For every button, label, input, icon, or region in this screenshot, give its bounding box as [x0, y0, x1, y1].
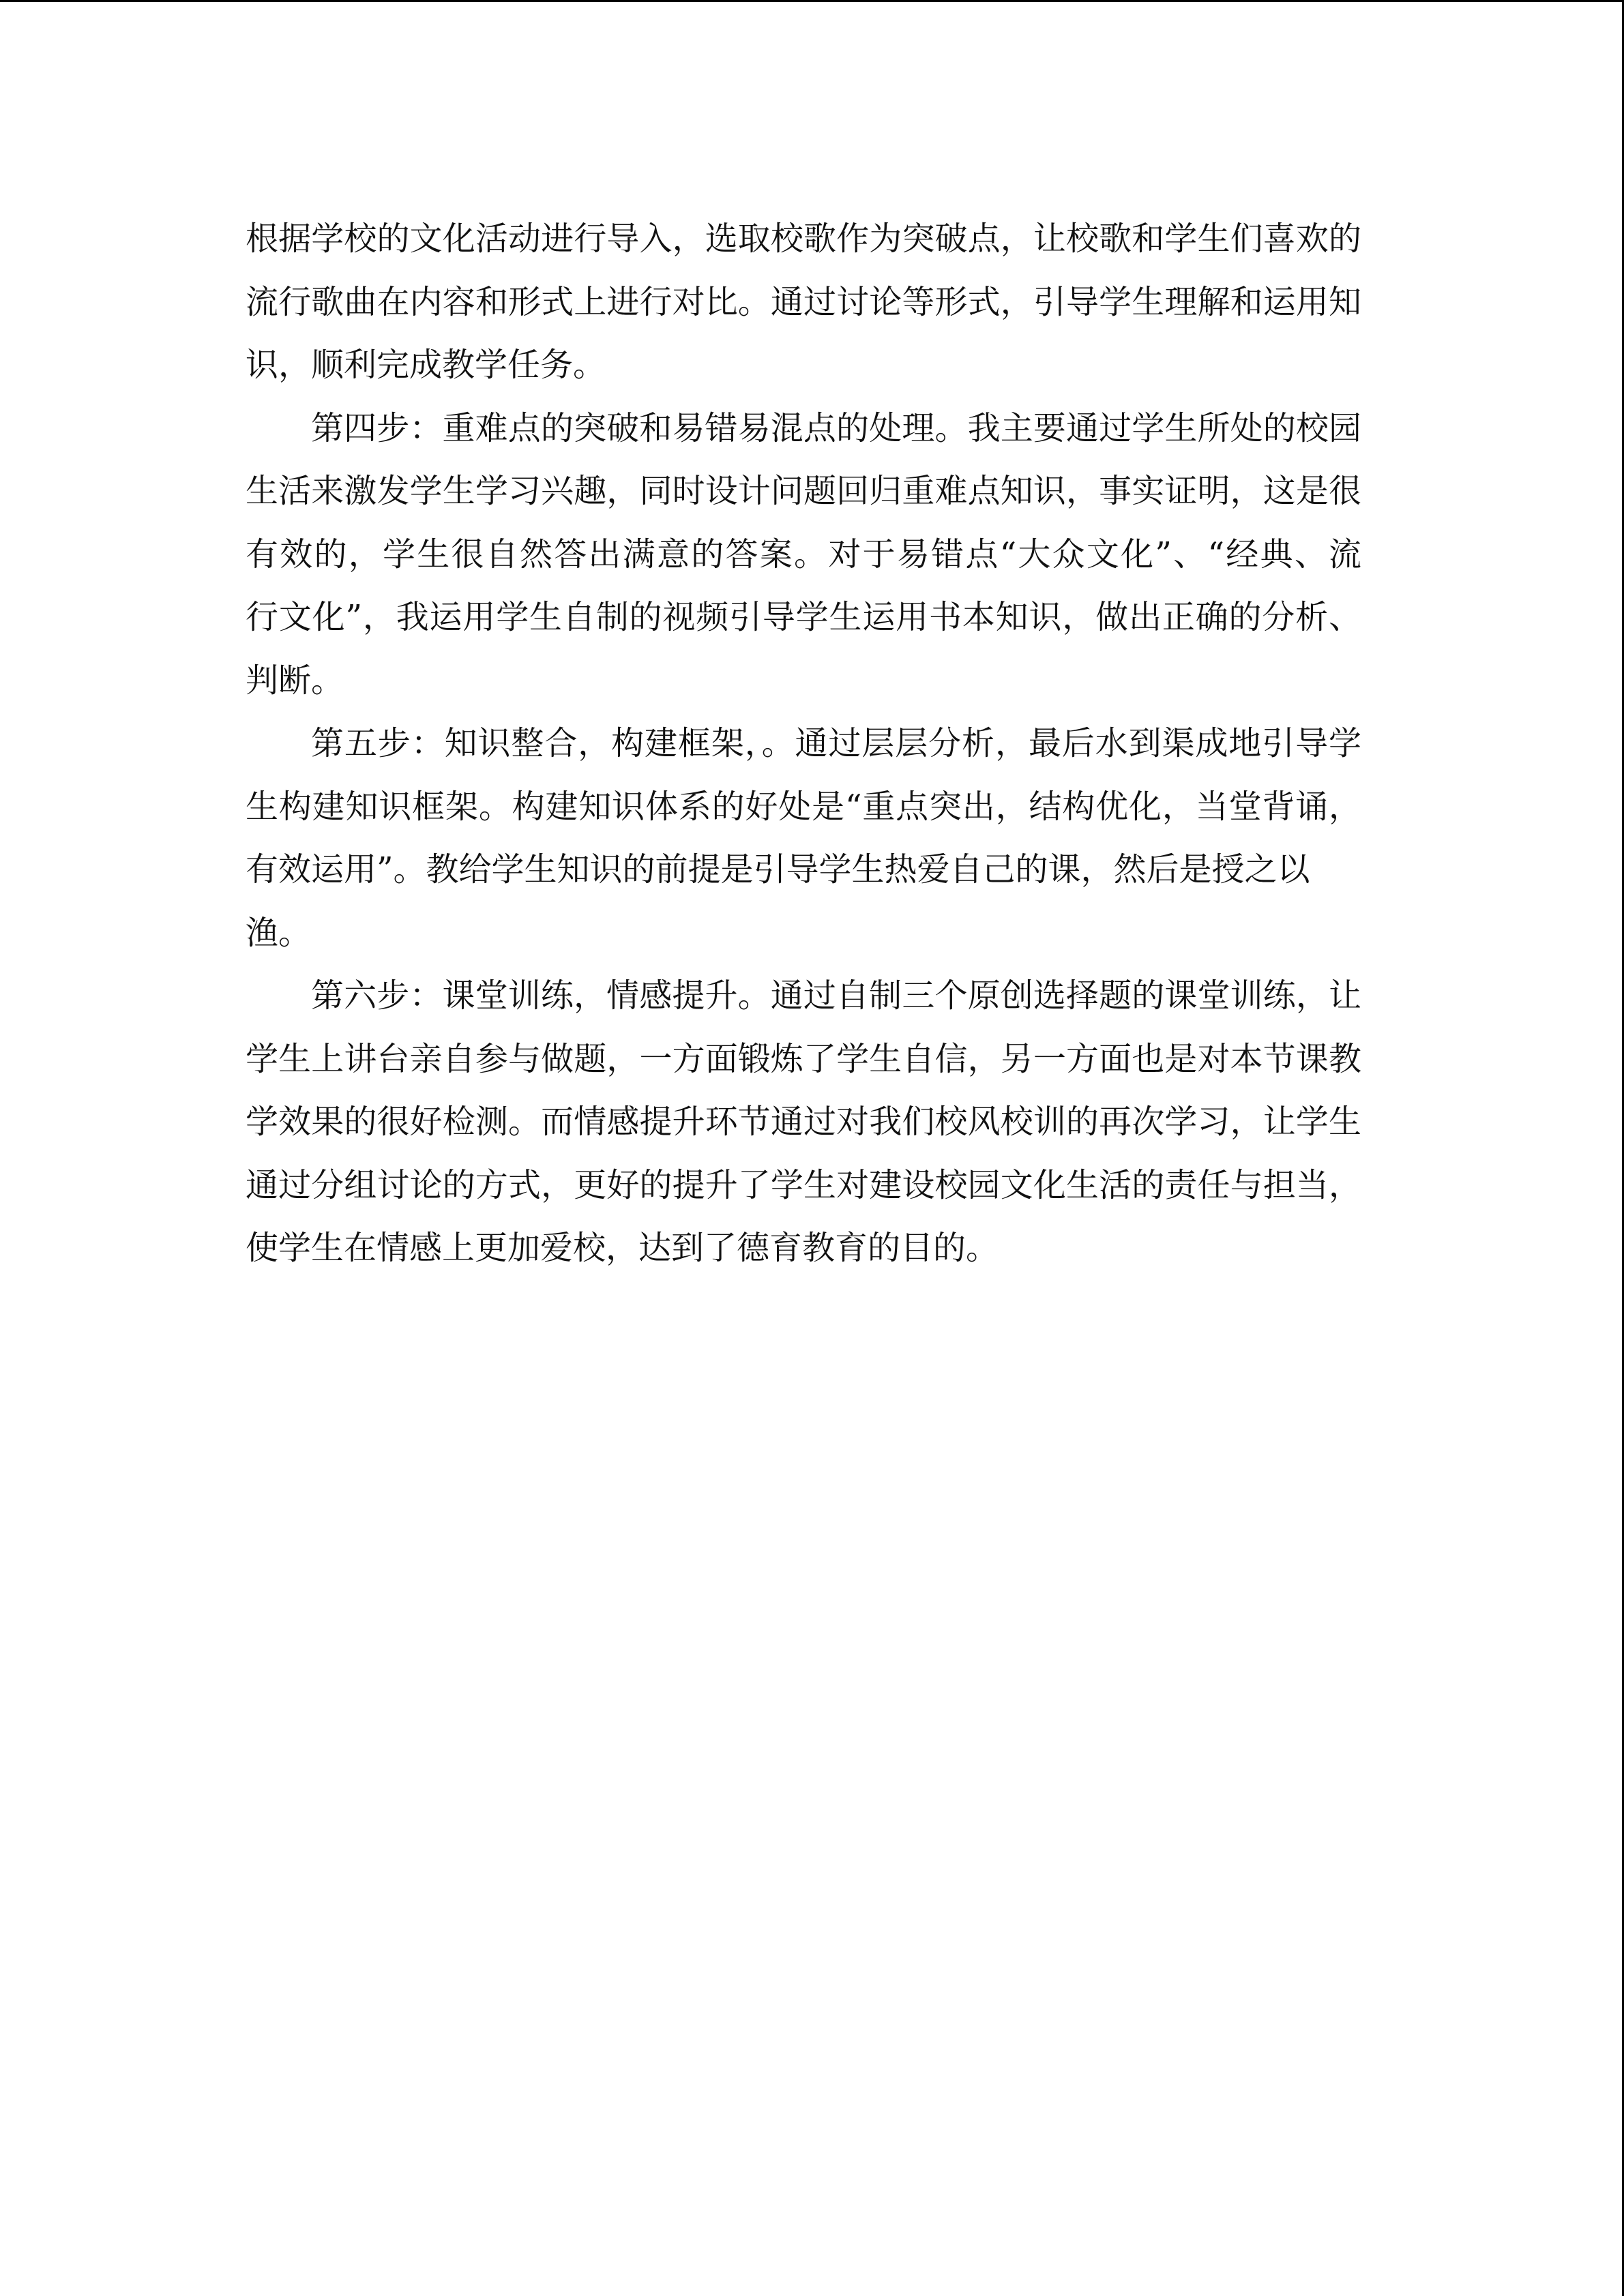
text-line: 识，顺利完成教学任务。 [246, 346, 606, 384]
paragraph-intro-continuation [246, 207, 1361, 397]
text-line: 使学生在情感上更加爱校，达到了德育教育的目的。 [246, 1229, 999, 1267]
text-line: 行文化”，我运用学生自制的视频引导学生运用书本知识，做出正确的分析、 [246, 598, 1361, 636]
text-line: 有效运用”。教给学生知识的前提是引导学生热爱自己的课，然后是授之以 [246, 850, 1310, 889]
paragraph-step-four [246, 397, 1361, 713]
text-line: 判断。 [246, 661, 344, 700]
page-top-border [0, 0, 1624, 2]
text-line: 第六步：课堂训练，情感提升。通过自制三个原创选择题的课堂训练，让 [311, 976, 1361, 1015]
text-line: 渔。 [246, 913, 312, 952]
text-line: 生构建知识框架。构建知识体系的好处是“重点突出，结构优化，当堂背诵， [246, 787, 1361, 826]
document-body [246, 207, 1361, 1280]
text-line: 通过分组讨论的方式，更好的提升了学生对建设校园文化生活的责任与担当， [246, 1165, 1361, 1204]
text-line: 流行歌曲在内容和形式上进行对比。通过讨论等形式，引导学生理解和运用知 [246, 282, 1361, 321]
paragraph-step-five [246, 712, 1361, 964]
text-line: 学生上讲台亲自参与做题，一方面锻炼了学生自信，另一方面也是对本节课教 [246, 1039, 1361, 1078]
paragraph-step-six [246, 964, 1361, 1280]
text-line: 生活来激发学生学习兴趣，同时设计问题回归重难点知识，事实证明，这是很 [246, 472, 1361, 510]
text-line: 第四步：重难点的突破和易错易混点的处理。我主要通过学生所处的校园 [311, 408, 1361, 447]
text-line: 有效的，学生很自然答出满意的答案。对于易错点“大众文化”、“经典、流 [246, 535, 1361, 573]
text-line: 第五步：知识整合，构建框架，。通过层层分析，最后水到渠成地引导学 [311, 724, 1361, 762]
text-line: 学效果的很好检测。而情感提升环节通过对我们校风校训的再次学习，让学生 [246, 1103, 1361, 1141]
text-line: 根据学校的文化活动进行导入，选取校歌作为突破点，让校歌和学生们喜欢的 [246, 220, 1361, 258]
